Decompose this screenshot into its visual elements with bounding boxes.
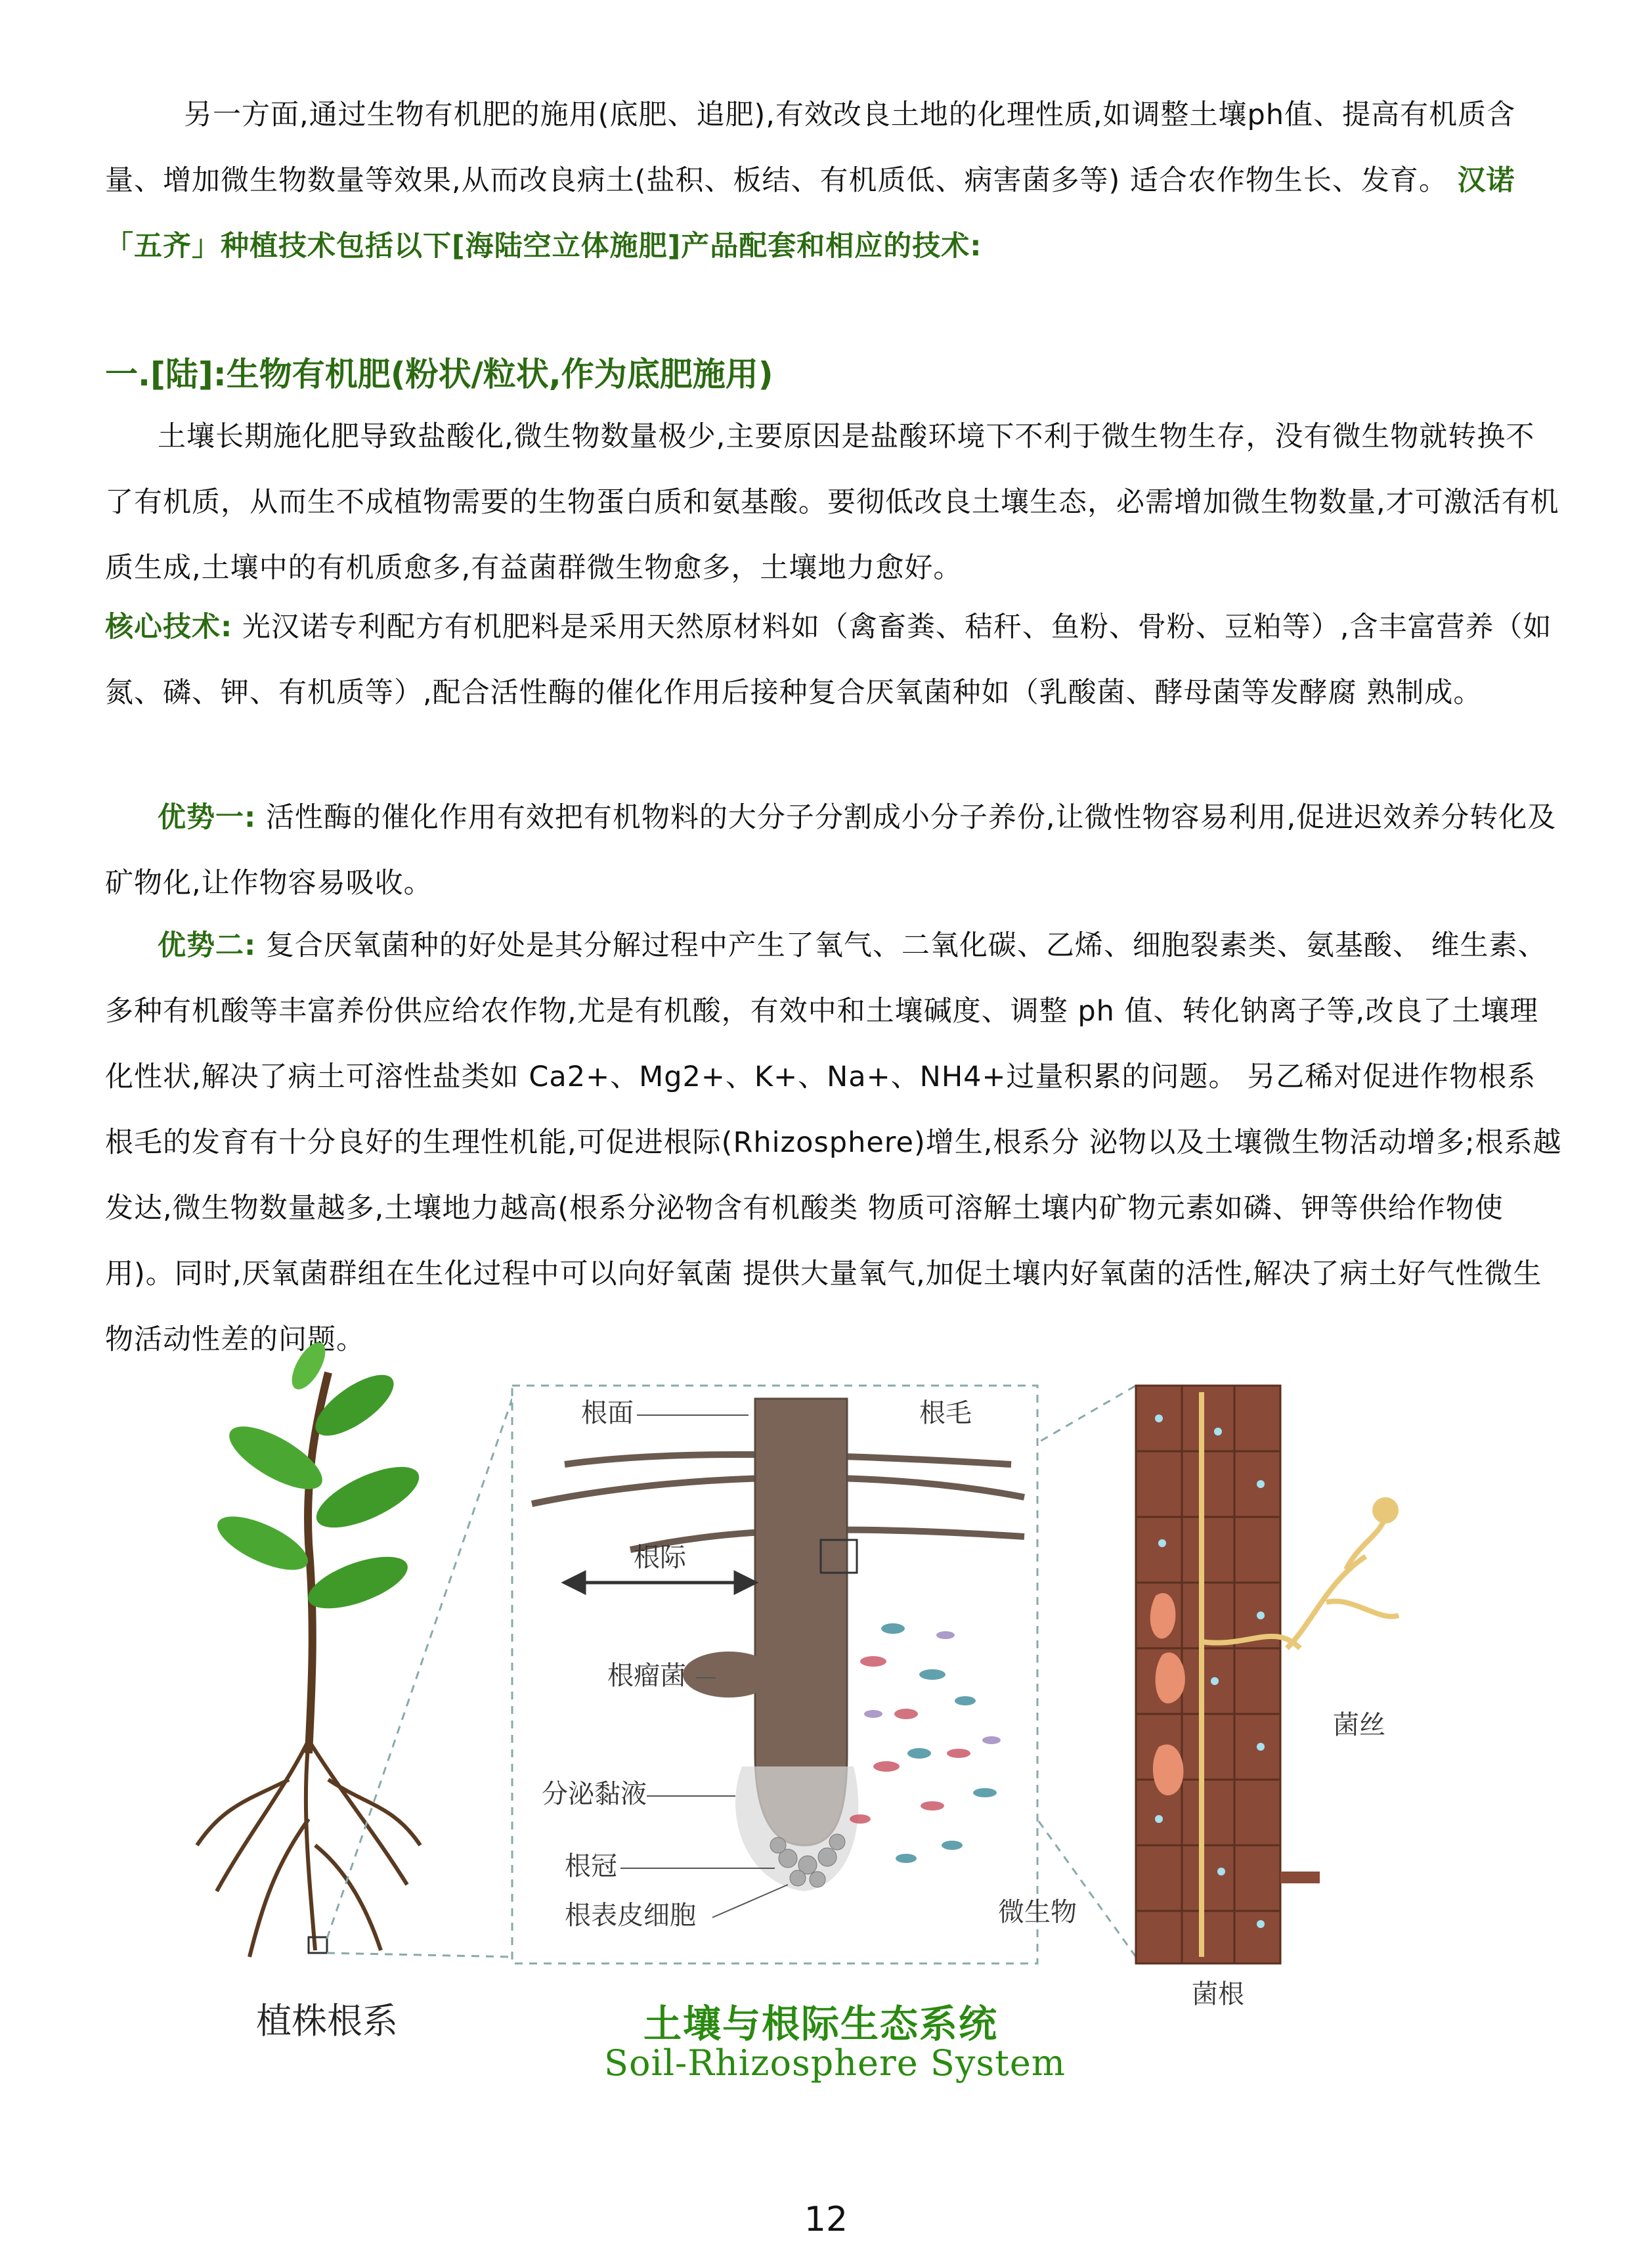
label-mucilage: 分泌黏液 bbox=[542, 1779, 647, 1809]
intro-text: 另一方面,通过生物有机肥的施用(底肥、追肥),有效改良土地的化理性质,如调整土壤ph值、提高有机质含量、增加微生物数量等效果,从而改良病土(盐积、板结、有机质低、病害菌多等) 适合农作物生长、发育。 bbox=[105, 99, 1516, 197]
intro-paragraph bbox=[105, 82, 1563, 279]
label-epidermal-cells: 根表皮细胞 bbox=[565, 1900, 696, 1931]
plant-illustration bbox=[197, 1337, 427, 1957]
advantage-2-label: 优势二: bbox=[158, 929, 257, 962]
nodule bbox=[683, 1652, 775, 1698]
section-p1-text: 土壤长期施化肥导致盐酸化,微生物数量极少,主要原因是盐酸环境下不利于微生物生存，没有微生物就转换不了有机质，从而生不成植物需要的生物蛋白质和氨基酸。要彻低改良土壤生态，必需增加微生物数量,才可激活有机质生成,土壤中的有机质愈多,有益菌群微生物愈多，土壤地力愈好。 bbox=[105, 420, 1559, 584]
core-tech-label: 核心技术: bbox=[105, 611, 233, 644]
label-mycorrhiza: 菌根 bbox=[1192, 1979, 1244, 2009]
advantage-2-text: 复合厌氧菌种的好处是其分解过程中产生了氧气、二氧化碳、乙烯、细胞裂素类、氨基酸、 维生素、多种有机酸等丰富养份供应给农作物,尤是有机酸，有效中和土壤碱度、调整 ph 值、转化钠离子等,改良了土壤理化性状,解决了病土可溶性盐类如 Ca2+、Mg2+、K+、Na+、NH4+过量积累的问题。 另乙稀对促进作物根系根毛的发育有十分良好的生理性机能,可促进根际(Rhizosphere)增生,根系分 泌物以及土壤微生物活动增多;根系越发达,微生物数量越多,土壤地力越高(根系分泌物含有机酸类 物质可溶解土壤内矿物元素如磷、钾等供给作物使用)。同时,厌氧菌群组在生化过程中可以向好氧菌 提供大量氧气,加促土壤内好氧菌的活性,解决了病土好气性微生物活动性差的问题。 bbox=[105, 929, 1562, 1356]
advantage-2-paragraph bbox=[105, 913, 1563, 1372]
mycorrhiza-panel bbox=[1136, 1386, 1399, 1963]
core-tech-paragraph bbox=[105, 594, 1563, 726]
caption-plant-roots: 植株根系 bbox=[256, 2000, 398, 2042]
page-number: 12 bbox=[804, 2200, 848, 2239]
intro-highlight: 汉诺「五齐」种植技术包括以下[海陆空立体施肥]产品配套和相应的技术: bbox=[105, 164, 1515, 263]
core-tech-text: 光汉诺专利配方有机肥料是采用天然原材料如（禽畜粪、秸秆、鱼粉、骨粉、豆粕等）,含丰富营养（如氮、磷、钾、有机质等）,配合活性酶的催化作用后接种复合厌氧菌种如（乳酸菌、酵母菌等发酵腐 熟制成。 bbox=[105, 611, 1552, 709]
label-root-hair: 根毛 bbox=[919, 1398, 972, 1428]
advantage-1-text: 活性酶的催化作用有效把有机物料的大分子分割成小分子养份,让微性物容易利用,促进迟效养分转化及矿物化,让作物容易吸收。 bbox=[105, 801, 1557, 900]
advantage-1-label: 优势一: bbox=[158, 801, 257, 834]
caption-chinese: 土壤与根际生态系统 bbox=[643, 2002, 999, 2046]
label-microbes: 微生物 bbox=[998, 1897, 1077, 1927]
advantage-1-paragraph bbox=[105, 785, 1563, 916]
soil-rhizosphere-figure bbox=[0, 1346, 1652, 2009]
label-root-surface: 根面 bbox=[581, 1398, 634, 1428]
label-nodule-bacteria: 根瘤菌 bbox=[607, 1661, 686, 1691]
section-paragraph-1 bbox=[105, 404, 1563, 601]
label-rhizosphere: 根际 bbox=[634, 1543, 686, 1573]
caption-english: Soil-Rhizosphere System bbox=[604, 2042, 1066, 2084]
section-heading: 一.[陆]:生物有机肥(粉状/粒状,作为底肥施用) bbox=[105, 355, 773, 393]
label-root-cap: 根冠 bbox=[565, 1851, 617, 1881]
label-hyphae: 菌丝 bbox=[1333, 1710, 1385, 1740]
